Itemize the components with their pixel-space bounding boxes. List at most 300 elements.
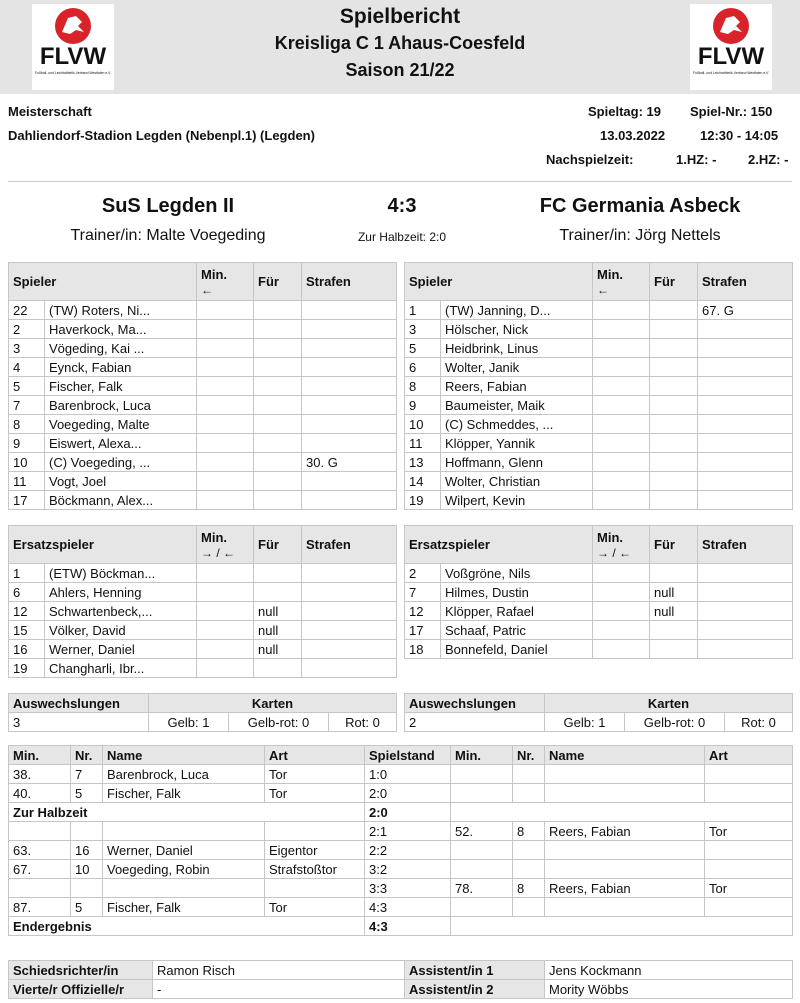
svg-text:FLVW: FLVW (39, 43, 107, 70)
player-min (197, 358, 254, 377)
player-min (593, 434, 650, 453)
player-fuer (650, 301, 698, 320)
player-strafen (302, 396, 397, 415)
player-strafen (698, 358, 793, 377)
home-event-min: 63. (9, 841, 71, 860)
player-min (593, 339, 650, 358)
player-min (593, 301, 650, 320)
away-event-nr (513, 898, 545, 917)
player-fuer (254, 415, 302, 434)
col-min: Min. → / ← (593, 526, 650, 564)
player-number: 15 (9, 621, 45, 640)
player-fuer (254, 396, 302, 415)
player-strafen (698, 377, 793, 396)
player-number: 14 (405, 472, 441, 491)
player-row (9, 583, 397, 602)
red-count: Rot: 0 (329, 713, 397, 732)
away-event-art: Tor (705, 822, 793, 841)
col-fuer: Für (650, 526, 698, 564)
player-row (405, 377, 793, 396)
flvw-logo-icon (690, 4, 772, 90)
player-min (593, 621, 650, 640)
player-fuer (650, 453, 698, 472)
player-strafen (302, 434, 397, 453)
player-row (405, 564, 793, 583)
player-min (593, 453, 650, 472)
event-score: 1:0 (365, 765, 451, 784)
player-fuer (254, 377, 302, 396)
player-strafen (698, 472, 793, 491)
away-event-art: Tor (705, 879, 793, 898)
divider (8, 181, 792, 182)
player-number: 6 (405, 358, 441, 377)
col-auswechslungen: Auswechslungen (405, 694, 545, 713)
home-event-nr: 16 (71, 841, 103, 860)
player-row (9, 640, 397, 659)
home-event-art (265, 822, 365, 841)
table-header-row (9, 526, 397, 564)
player-fuer (650, 415, 698, 434)
player-fuer: null (650, 602, 698, 621)
player-fuer (254, 358, 302, 377)
home-lineup-table (8, 262, 397, 510)
player-strafen (698, 453, 793, 472)
away-summary-table (404, 693, 793, 732)
home-summary-table (8, 693, 397, 732)
player-number: 4 (9, 358, 45, 377)
away-event-name (545, 784, 705, 803)
player-name: Wilpert, Kevin (441, 491, 593, 510)
away-team-name: FC Germania Asbeck (539, 195, 741, 217)
assistant2-label: Assistent/in 2 (405, 980, 545, 999)
player-fuer: null (254, 602, 302, 621)
player-row (9, 339, 397, 358)
table-header-row (9, 263, 397, 301)
player-number: 3 (405, 320, 441, 339)
col-auswechslungen: Auswechslungen (9, 694, 149, 713)
player-strafen: 67. G (698, 301, 793, 320)
player-fuer (254, 434, 302, 453)
away-event-min (451, 784, 513, 803)
player-strafen (698, 434, 793, 453)
player-number: 17 (405, 621, 441, 640)
home-event-name: Barenbrock, Luca (103, 765, 265, 784)
player-number: 19 (9, 659, 45, 678)
player-fuer (650, 434, 698, 453)
player-number: 6 (9, 583, 45, 602)
col-nr: Nr. (71, 746, 103, 765)
player-strafen (698, 320, 793, 339)
player-number: 8 (9, 415, 45, 434)
player-row (9, 659, 397, 678)
player-fuer (254, 339, 302, 358)
col-art: Art (265, 746, 365, 765)
summary-row (405, 713, 793, 732)
officials-row (9, 980, 793, 999)
away-event-nr (513, 784, 545, 803)
player-fuer (254, 564, 302, 583)
event-milestone-row (9, 917, 793, 936)
away-event-name: Reers, Fabian (545, 879, 705, 898)
player-name: Bonnefeld, Daniel (441, 640, 593, 659)
home-event-art: Strafstoßtor (265, 860, 365, 879)
player-number: 16 (9, 640, 45, 659)
player-fuer (254, 301, 302, 320)
player-number: 2 (9, 320, 45, 339)
assistant1-label: Assistent/in 1 (405, 961, 545, 980)
match-time: 12:30 - 14:05 (700, 128, 779, 143)
col-min: Min. → / ← (197, 526, 254, 564)
player-strafen (302, 377, 397, 396)
referee-label: Schiedsrichter/in (9, 961, 153, 980)
col-min: Min. (451, 746, 513, 765)
player-name: Vogt, Joel (45, 472, 197, 491)
away-event-name: Reers, Fabian (545, 822, 705, 841)
away-event-art (705, 841, 793, 860)
home-event-art: Tor (265, 784, 365, 803)
home-event-name (103, 879, 265, 898)
halftime-score: Zur Halbzeit: 2:0 (357, 230, 447, 244)
player-number: 11 (405, 434, 441, 453)
away-event-name (545, 765, 705, 784)
away-event-min (451, 860, 513, 879)
player-strafen: 30. G (302, 453, 397, 472)
home-event-name (103, 822, 265, 841)
venue: Dahliendorf-Stadion Legden (Nebenpl.1) (Legden) (8, 128, 315, 143)
player-min (197, 564, 254, 583)
col-sub-player: Ersatzspieler (405, 526, 593, 564)
col-fuer: Für (650, 263, 698, 301)
player-min (197, 434, 254, 453)
player-row (405, 358, 793, 377)
home-team-name: SuS Legden II (101, 195, 235, 217)
player-name: (ETW) Böckman... (45, 564, 197, 583)
away-lineup-table (404, 262, 793, 510)
player-fuer (650, 621, 698, 640)
home-event-min: 40. (9, 784, 71, 803)
player-name: (TW) Roters, Ni... (45, 301, 197, 320)
flvw-logo-left (32, 4, 114, 90)
player-number: 12 (9, 602, 45, 621)
player-number: 13 (405, 453, 441, 472)
player-number: 10 (9, 453, 45, 472)
svg-text:FLVW: FLVW (697, 43, 765, 70)
player-row (405, 602, 793, 621)
away-event-nr: 8 (513, 879, 545, 898)
player-name: Völker, David (45, 621, 197, 640)
player-name: Reers, Fabian (441, 377, 593, 396)
col-fuer: Für (254, 526, 302, 564)
player-strafen (698, 602, 793, 621)
league-name: Kreisliga C 1 Ahaus-Coesfeld (274, 33, 526, 53)
home-event-name: Fischer, Falk (103, 784, 265, 803)
player-name: Wolter, Janik (441, 358, 593, 377)
player-name: Baumeister, Maik (441, 396, 593, 415)
spieltag: Spieltag: 19 (588, 104, 661, 119)
player-number: 19 (405, 491, 441, 510)
player-strafen (302, 640, 397, 659)
event-row (9, 784, 793, 803)
col-spielstand: Spielstand (365, 746, 451, 765)
flvw-logo-right (690, 4, 772, 90)
player-min (593, 640, 650, 659)
player-min (197, 621, 254, 640)
player-min (197, 602, 254, 621)
player-row (405, 583, 793, 602)
player-min (593, 396, 650, 415)
player-strafen (302, 339, 397, 358)
player-strafen (302, 415, 397, 434)
player-strafen (302, 358, 397, 377)
player-name: Hoffmann, Glenn (441, 453, 593, 472)
event-score: 4:3 (365, 917, 451, 936)
away-event-name (545, 841, 705, 860)
player-number: 11 (9, 472, 45, 491)
final-score: 4:3 (387, 195, 417, 217)
event-score: 3:2 (365, 860, 451, 879)
player-strafen (302, 564, 397, 583)
player-number: 8 (405, 377, 441, 396)
player-fuer (650, 564, 698, 583)
player-fuer: null (254, 621, 302, 640)
away-event-name (545, 860, 705, 879)
player-min (197, 583, 254, 602)
col-player: Spieler (9, 263, 197, 301)
match-date: 13.03.2022 (600, 128, 666, 143)
player-strafen (302, 472, 397, 491)
player-number: 7 (405, 583, 441, 602)
player-fuer (650, 640, 698, 659)
away-event-nr (513, 841, 545, 860)
col-player: Spieler (405, 263, 593, 301)
player-min (197, 396, 254, 415)
col-min: Min. (9, 746, 71, 765)
player-row (405, 453, 793, 472)
player-strafen (302, 621, 397, 640)
player-min (197, 453, 254, 472)
event-row (9, 822, 793, 841)
player-row (405, 415, 793, 434)
player-number: 1 (405, 301, 441, 320)
player-min (197, 415, 254, 434)
player-min (593, 491, 650, 510)
player-name: Eynck, Fabian (45, 358, 197, 377)
event-row (9, 765, 793, 784)
player-fuer (650, 377, 698, 396)
player-row (405, 434, 793, 453)
col-strafen: Strafen (302, 263, 397, 301)
player-number: 3 (9, 339, 45, 358)
player-min (197, 491, 254, 510)
player-number: 5 (9, 377, 45, 396)
player-name: Haverkock, Ma... (45, 320, 197, 339)
player-min (197, 472, 254, 491)
player-row (405, 396, 793, 415)
milestone-label: Endergebnis (9, 917, 365, 936)
player-min (197, 377, 254, 396)
player-name: (C) Voegeding, ... (45, 453, 197, 472)
home-event-nr: 10 (71, 860, 103, 879)
event-score: 2:1 (365, 822, 451, 841)
player-min (197, 339, 254, 358)
yellow-count: Gelb: 1 (149, 713, 229, 732)
svg-text:Fußball- und Leichtathletik-Ve: Fußball- und Leichtathletik-Verband Westfalen e.V. (692, 71, 770, 75)
season: Saison 21/22 (345, 60, 455, 80)
player-number: 1 (9, 564, 45, 583)
player-min (593, 602, 650, 621)
competition: Meisterschaft (8, 104, 92, 119)
home-event-nr: 5 (71, 898, 103, 917)
player-strafen (302, 301, 397, 320)
player-strafen (302, 491, 397, 510)
player-fuer (254, 491, 302, 510)
report-title: Spielbericht (339, 5, 461, 28)
col-sub-player: Ersatzspieler (9, 526, 197, 564)
player-row (9, 602, 397, 621)
player-name: (C) Schmeddes, ... (441, 415, 593, 434)
player-number: 5 (405, 339, 441, 358)
home-event-name: Voegeding, Robin (103, 860, 265, 879)
away-event-art (705, 784, 793, 803)
home-event-min: 67. (9, 860, 71, 879)
match-events-table (8, 745, 793, 936)
officials-table (8, 960, 793, 999)
player-fuer (254, 453, 302, 472)
away-event-art (705, 898, 793, 917)
player-strafen (698, 491, 793, 510)
player-fuer: null (650, 583, 698, 602)
col-name: Name (545, 746, 705, 765)
home-event-min: 38. (9, 765, 71, 784)
nachspielzeit-hz1: 1.HZ: - (676, 152, 717, 167)
player-number: 9 (9, 434, 45, 453)
home-event-name: Werner, Daniel (103, 841, 265, 860)
table-header-row (9, 746, 793, 765)
col-min: Min. ← (197, 263, 254, 301)
away-event-min: 52. (451, 822, 513, 841)
empty-cell (451, 803, 793, 822)
player-min (593, 564, 650, 583)
player-fuer (650, 396, 698, 415)
player-strafen (302, 583, 397, 602)
away-event-art (705, 765, 793, 784)
player-strafen (698, 564, 793, 583)
player-number: 7 (9, 396, 45, 415)
player-min (593, 358, 650, 377)
col-fuer: Für (254, 263, 302, 301)
player-row (9, 564, 397, 583)
home-event-nr: 7 (71, 765, 103, 784)
player-name: Ahlers, Henning (45, 583, 197, 602)
player-name: Eiswert, Alexa... (45, 434, 197, 453)
col-strafen: Strafen (698, 263, 793, 301)
event-row (9, 841, 793, 860)
player-strafen (302, 602, 397, 621)
player-row (405, 320, 793, 339)
player-number: 12 (405, 602, 441, 621)
col-karten: Karten (149, 694, 397, 713)
event-score: 4:3 (365, 898, 451, 917)
player-name: Klöpper, Rafael (441, 602, 593, 621)
summary-row (9, 713, 397, 732)
player-strafen (698, 640, 793, 659)
player-number: 18 (405, 640, 441, 659)
player-strafen (698, 583, 793, 602)
table-header-row (405, 694, 793, 713)
referee-name: Ramon Risch (153, 961, 405, 980)
event-score: 3:3 (365, 879, 451, 898)
player-strafen (302, 659, 397, 678)
player-name: Heidbrink, Linus (441, 339, 593, 358)
player-min (593, 415, 650, 434)
table-header-row (9, 694, 397, 713)
empty-cell (451, 917, 793, 936)
player-name: Schaaf, Patric (441, 621, 593, 640)
red-count: Rot: 0 (725, 713, 793, 732)
home-event-min: 87. (9, 898, 71, 917)
nachspielzeit-label: Nachspielzeit: (546, 152, 634, 167)
player-strafen (302, 320, 397, 339)
player-fuer (650, 472, 698, 491)
svg-text:Fußball- und Leichtathletik-Ve: Fußball- und Leichtathletik-Verband Westfalen e.V. (34, 71, 112, 75)
player-name: Klöpper, Yannik (441, 434, 593, 453)
assistant2-name: Mority Wöbbs (545, 980, 793, 999)
player-number: 17 (9, 491, 45, 510)
player-name: Werner, Daniel (45, 640, 197, 659)
yellowred-count: Gelb-rot: 0 (625, 713, 725, 732)
yellowred-count: Gelb-rot: 0 (229, 713, 329, 732)
player-strafen (698, 621, 793, 640)
player-row (405, 301, 793, 320)
player-min (197, 320, 254, 339)
player-row (405, 491, 793, 510)
player-row (9, 415, 397, 434)
player-name: Vögeding, Kai ... (45, 339, 197, 358)
player-name: Hilmes, Dustin (441, 583, 593, 602)
report-titles (130, 4, 670, 84)
subs-count: 2 (405, 713, 545, 732)
player-min (593, 583, 650, 602)
milestone-label: Zur Halbzeit (9, 803, 365, 822)
player-min (197, 301, 254, 320)
table-header-row (405, 526, 793, 564)
player-min (593, 320, 650, 339)
away-event-art (705, 860, 793, 879)
col-min: Min. ← (593, 263, 650, 301)
away-event-nr (513, 765, 545, 784)
event-score: 2:0 (365, 784, 451, 803)
player-strafen (698, 415, 793, 434)
player-row (405, 621, 793, 640)
away-event-min (451, 898, 513, 917)
player-name: Barenbrock, Luca (45, 396, 197, 415)
home-trainer: Trainer/in: Malte Voegeding (70, 227, 266, 244)
col-name: Name (103, 746, 265, 765)
home-event-art: Eigentor (265, 841, 365, 860)
col-strafen: Strafen (698, 526, 793, 564)
player-strafen (698, 396, 793, 415)
player-row (9, 320, 397, 339)
col-karten: Karten (545, 694, 793, 713)
player-number: 10 (405, 415, 441, 434)
flvw-logo-icon (32, 4, 114, 90)
player-fuer (650, 491, 698, 510)
home-event-name: Fischer, Falk (103, 898, 265, 917)
player-row (9, 301, 397, 320)
player-row (9, 621, 397, 640)
col-art: Art (705, 746, 793, 765)
player-name: (TW) Janning, D... (441, 301, 593, 320)
